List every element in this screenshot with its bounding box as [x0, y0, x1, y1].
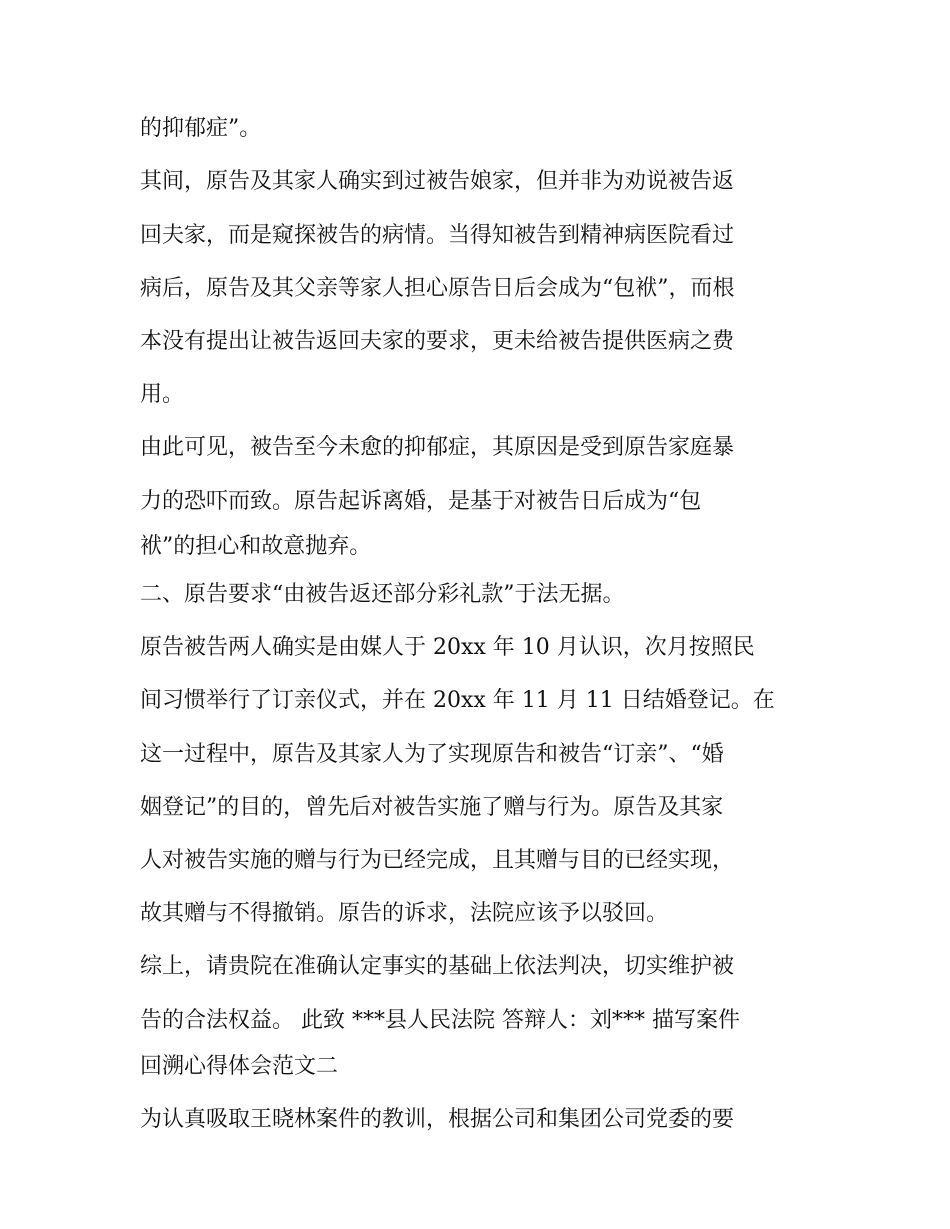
text-line: 二、原告要求“由被告返还部分彩礼款”于法无据。 — [140, 582, 625, 607]
text-line: 由此可见，被告至今未愈的抑郁症，其原因是受到原告家庭暴 — [140, 435, 735, 460]
text-line: 病后，原告及其父亲等家人担心原告日后会成为“包袱”，而根 — [140, 276, 735, 301]
text-line: 其间，原告及其家人确实到过被告娘家，但并非为劝说被告返 — [140, 169, 735, 194]
text-line: 故其赠与不得撤销。原告的诉求，法院应该予以驳回。 — [140, 901, 669, 926]
text-line: 为认真吸取王晓林案件的教训，根据公司和集团公司党委的要 — [140, 1107, 735, 1132]
text-line: 姻登记”的目的，曾先后对被告实施了赠与行为。原告及其家 — [140, 795, 724, 820]
text-line: 回夫家，而是窥探被告的病情。当得知被告到精神病医院看过 — [140, 223, 735, 248]
text-line: 这一过程中，原告及其家人为了实现原告和被告“订亲”、“婚 — [140, 742, 724, 767]
text-line: 告的合法权益。 此致 ***县人民法院 答辩人：刘*** 描写案件 — [140, 1008, 740, 1033]
text-line: 原告被告两人确实是由媒人于 20xx 年 10 月认识，次月按照民 — [140, 635, 755, 660]
text-line: 综上，请贵院在准确认定事实的基础上依法判决，切实维护被 — [140, 954, 735, 979]
text-line: 回溯心得体会范文二 — [140, 1054, 339, 1079]
text-line: 力的恐吓而致。原告起诉离婚，是基于对被告日后成为“包 — [140, 489, 702, 514]
text-line: 用。 — [140, 382, 185, 407]
text-line: 间习惯举行了订亲仪式，并在 20xx 年 11 月 11 日结婚登记。在 — [140, 688, 775, 713]
document-body — [140, 106, 820, 1142]
text-line: 袱”的担心和故意抛弃。 — [140, 534, 372, 559]
text-line: 本没有提出让被告返回夫家的要求，更未给被告提供医病之费 — [140, 329, 735, 354]
text-line: 的抑郁症”。 — [140, 116, 262, 141]
text-line: 人对被告实施的赠与行为已经完成，且其赠与目的已经实现， — [140, 848, 735, 873]
